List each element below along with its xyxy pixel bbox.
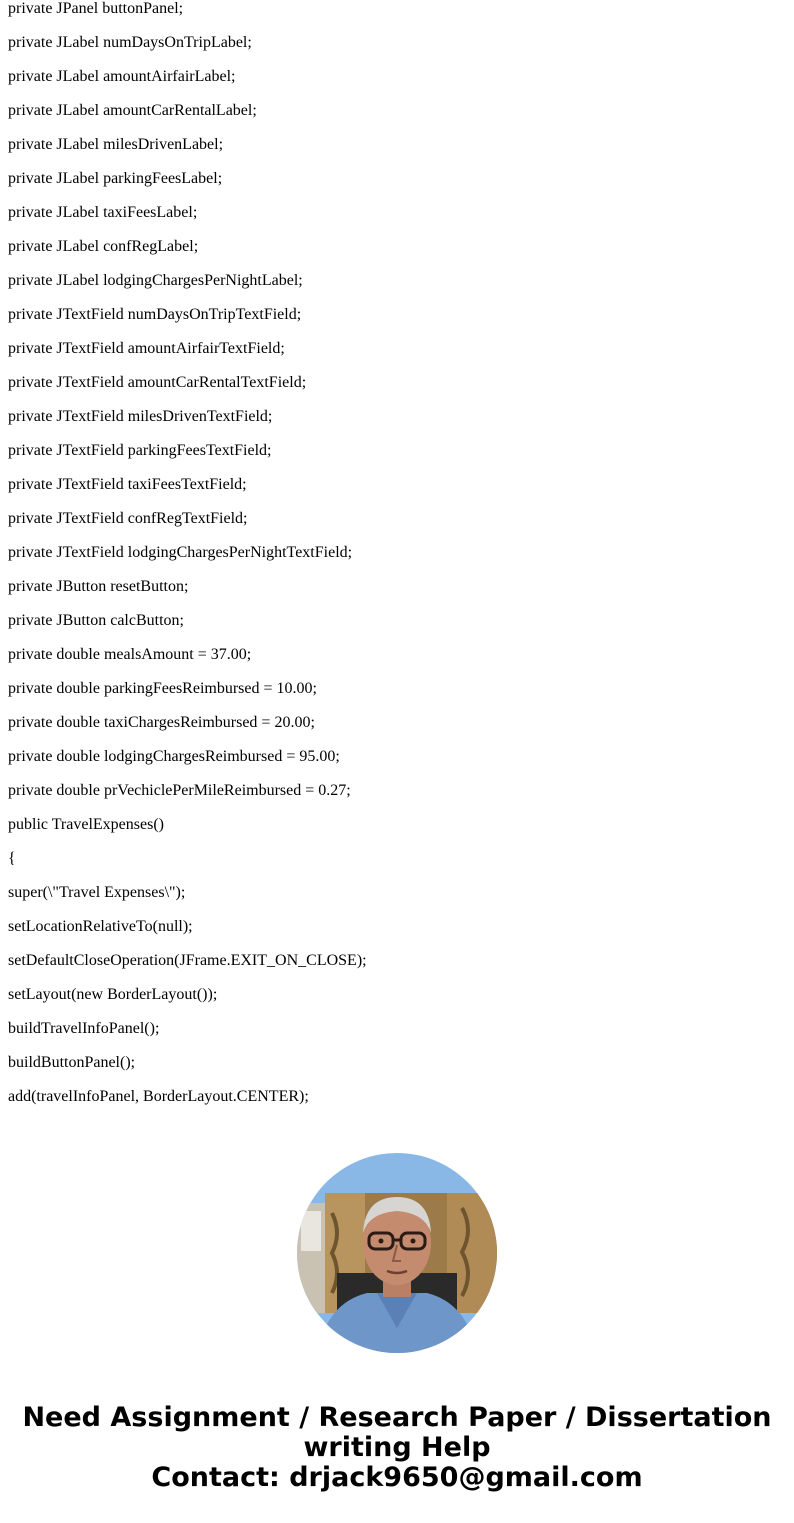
code-line: add(travelInfoPanel, BorderLayout.CENTER); xyxy=(8,1088,309,1105)
code-line: private double parkingFeesReimbursed = 10.00; xyxy=(8,680,317,697)
author-photo-avatar xyxy=(297,1153,497,1353)
code-line: { xyxy=(8,850,16,867)
code-line: public TravelExpenses() xyxy=(8,816,164,833)
code-line: setLocationRelativeTo(null); xyxy=(8,918,193,935)
code-line: private double lodgingChargesReimbursed = 95.00; xyxy=(8,748,340,765)
author-photo-icon xyxy=(297,1153,497,1353)
promo-line-1: Need Assignment / Research Paper / Dissertation xyxy=(22,1402,772,1433)
code-line: private JTextField milesDrivenTextField; xyxy=(8,408,273,425)
code-line: private JTextField amountCarRentalTextField; xyxy=(8,374,307,391)
code-line: private JLabel amountCarRentalLabel; xyxy=(8,102,257,119)
code-line: private double mealsAmount = 37.00; xyxy=(8,646,252,663)
code-line: private JLabel amountAirfairLabel; xyxy=(8,68,236,85)
code-line: setDefaultCloseOperation(JFrame.EXIT_ON_CLOSE); xyxy=(8,952,367,969)
code-line: private JLabel taxiFeesLabel; xyxy=(8,204,198,221)
code-line: private JPanel buttonPanel; xyxy=(8,0,184,17)
code-line: private JTextField confRegTextField; xyxy=(8,510,248,527)
code-line: private JTextField parkingFeesTextField; xyxy=(8,442,272,459)
code-line: private JLabel lodgingChargesPerNightLabel; xyxy=(8,272,303,289)
code-line: private JLabel confRegLabel; xyxy=(8,238,199,255)
code-line: private JTextField lodgingChargesPerNightTextField; xyxy=(8,544,353,561)
code-line: setLayout(new BorderLayout()); xyxy=(8,986,218,1003)
code-line: super(\"Travel Expenses\"); xyxy=(8,884,186,901)
code-line: private JButton resetButton; xyxy=(8,578,189,595)
code-line: private JLabel milesDrivenLabel; xyxy=(8,136,224,153)
promo-line-2: writing Help xyxy=(303,1432,491,1463)
code-line: private JTextField taxiFeesTextField; xyxy=(8,476,247,493)
code-line: private JLabel parkingFeesLabel; xyxy=(8,170,223,187)
code-line: private JLabel numDaysOnTripLabel; xyxy=(8,34,252,51)
code-line: private double prVechiclePerMileReimbursed = 0.27; xyxy=(8,782,351,799)
code-line: private JButton calcButton; xyxy=(8,612,184,629)
code-line: private double taxiChargesReimbursed = 20.00; xyxy=(8,714,315,731)
promo-contact: Contact: drjack9650@gmail.com xyxy=(151,1462,643,1493)
code-line: private JTextField numDaysOnTripTextField; xyxy=(8,306,302,323)
code-line: buildButtonPanel(); xyxy=(8,1054,136,1071)
code-line: private JTextField amountAirfairTextField; xyxy=(8,340,285,357)
code-listing xyxy=(8,0,367,1114)
code-line: buildTravelInfoPanel(); xyxy=(8,1020,160,1037)
promo-banner xyxy=(0,1403,794,1493)
